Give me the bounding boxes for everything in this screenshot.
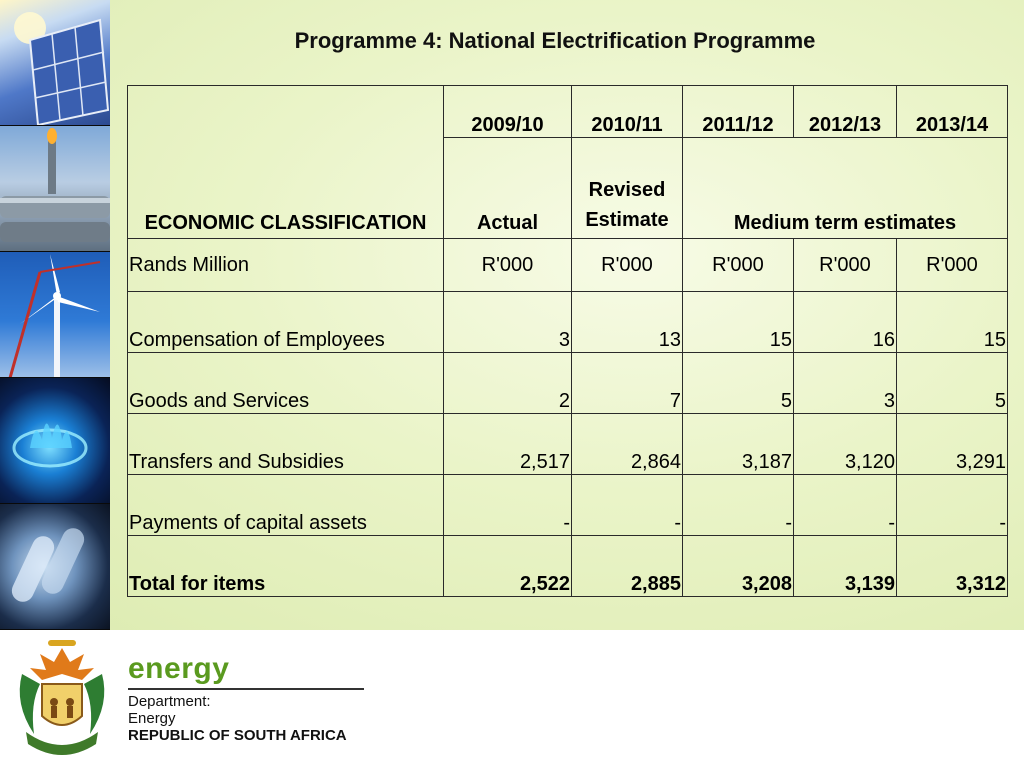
value-cell: 15 <box>897 292 1008 353</box>
row-label: Payments of capital assets <box>128 475 444 536</box>
actual-header: Actual <box>444 138 572 239</box>
photo-strip <box>0 0 110 630</box>
value-cell: 2 <box>444 353 572 414</box>
value-cell: 7 <box>572 353 683 414</box>
value-cell: - <box>444 475 572 536</box>
year-header: 2010/11 <box>572 86 683 138</box>
gas-flame-photo <box>0 378 110 504</box>
unit-cell: R'000 <box>897 239 1008 292</box>
value-cell: 5 <box>897 353 1008 414</box>
value-cell: - <box>897 475 1008 536</box>
year-header: 2009/10 <box>444 86 572 138</box>
value-cell: 13 <box>572 292 683 353</box>
row-label: Goods and Services <box>128 353 444 414</box>
row-label: Transfers and Subsidies <box>128 414 444 475</box>
wind-turbine-photo <box>0 252 110 378</box>
value-cell: 2,517 <box>444 414 572 475</box>
medium-term-header: Medium term estimates <box>683 138 1008 239</box>
estimate-label: Estimate <box>585 209 669 231</box>
units-label: Rands Million <box>128 239 444 292</box>
unit-cell: R'000 <box>683 239 794 292</box>
table-row <box>128 353 1008 414</box>
gas-pipeline-photo <box>0 126 110 252</box>
value-cell: - <box>683 475 794 536</box>
solar-panel-photo <box>0 0 110 126</box>
value-cell: - <box>572 475 683 536</box>
energy-wordmark: energy <box>128 652 230 685</box>
total-cell: 3,139 <box>794 536 897 597</box>
year-header: 2013/14 <box>897 86 1008 138</box>
country-name: REPUBLIC OF SOUTH AFRICA <box>128 727 347 744</box>
value-cell: 5 <box>683 353 794 414</box>
value-cell: 15 <box>683 292 794 353</box>
unit-cell: R'000 <box>794 239 897 292</box>
total-cell: 3,208 <box>683 536 794 597</box>
table-row <box>128 292 1008 353</box>
revised-label: Revised <box>588 179 666 201</box>
total-cell: 2,885 <box>572 536 683 597</box>
logo-divider <box>128 688 364 690</box>
department-name: Energy <box>128 710 176 727</box>
light-bulb-photo <box>0 504 110 630</box>
revised-estimate-header <box>572 138 683 239</box>
unit-cell: R'000 <box>572 239 683 292</box>
total-row <box>128 536 1008 597</box>
total-cell: 2,522 <box>444 536 572 597</box>
table-row <box>128 475 1008 536</box>
value-cell: 3,120 <box>794 414 897 475</box>
classification-header: ECONOMIC CLASSIFICATION <box>128 86 444 239</box>
total-label: Total for items <box>128 536 444 597</box>
value-cell: 16 <box>794 292 897 353</box>
value-cell: 3,291 <box>897 414 1008 475</box>
value-cell: 3,187 <box>683 414 794 475</box>
year-header: 2012/13 <box>794 86 897 138</box>
table-row <box>128 414 1008 475</box>
slide-title: Programme 4: National Electrification Programme <box>294 28 816 53</box>
value-cell: 3 <box>444 292 572 353</box>
year-header-row <box>128 86 1008 138</box>
total-cell: 3,312 <box>897 536 1008 597</box>
department-label: Department: <box>128 693 211 710</box>
row-label: Compensation of Employees <box>128 292 444 353</box>
year-header: 2011/12 <box>683 86 794 138</box>
units-row <box>128 239 1008 292</box>
footer-logo-area <box>0 630 1024 768</box>
budget-table <box>127 85 1008 597</box>
value-cell: 3 <box>794 353 897 414</box>
value-cell: 2,864 <box>572 414 683 475</box>
coat-of-arms-icon <box>12 634 112 762</box>
value-cell: - <box>794 475 897 536</box>
unit-cell: R'000 <box>444 239 572 292</box>
